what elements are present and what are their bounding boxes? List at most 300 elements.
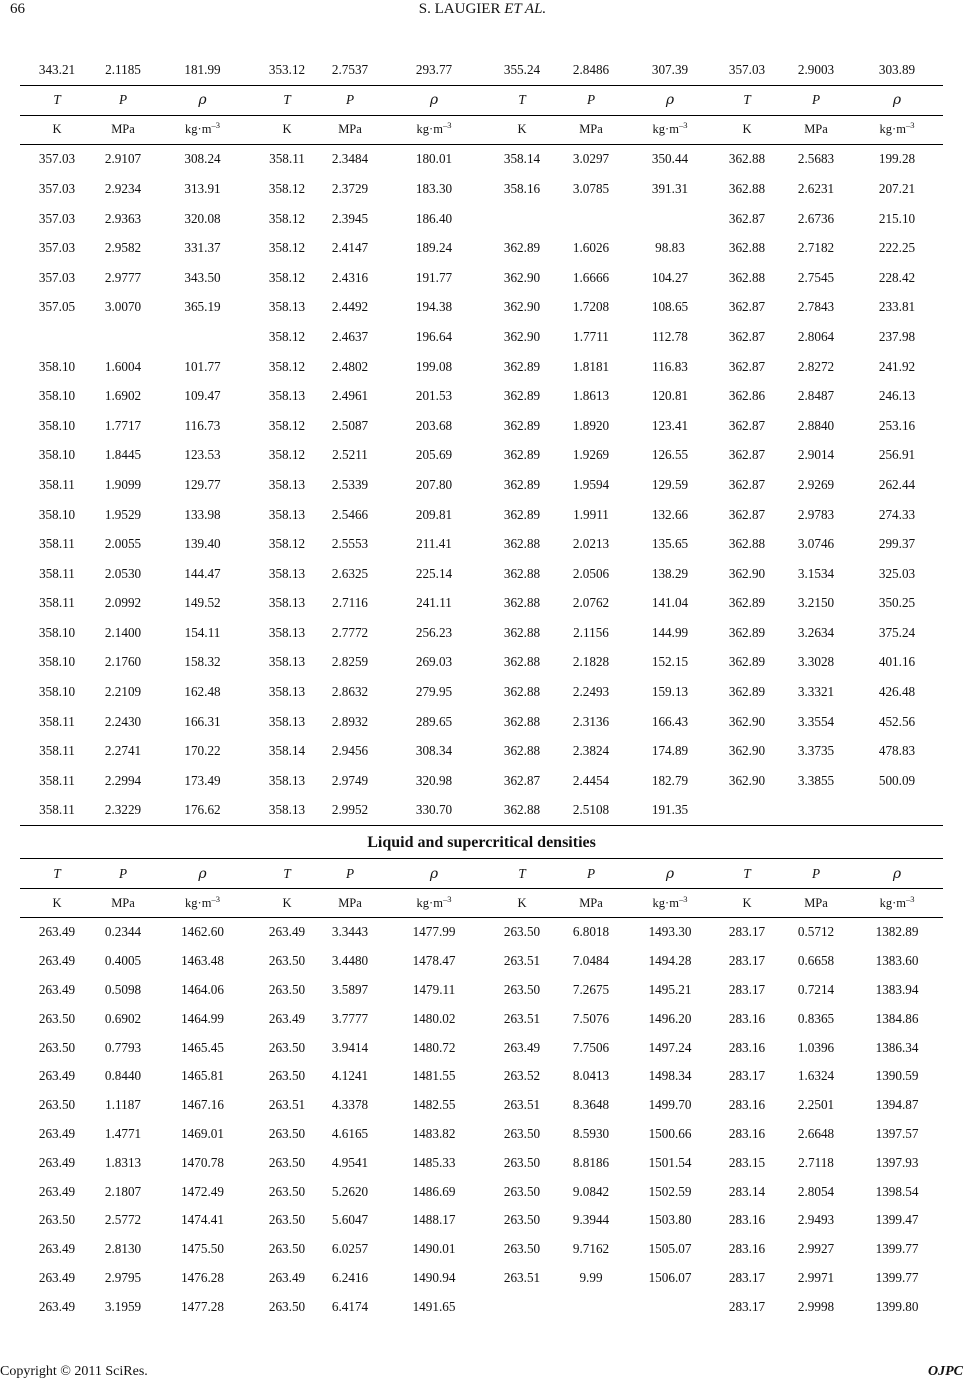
table-cell: 2.5553 <box>331 536 369 552</box>
table-cell: 222.25 <box>878 240 916 256</box>
table-row <box>20 1120 943 1149</box>
table-cell: 362.90 <box>503 328 541 344</box>
table-cell: 2.9014 <box>797 447 835 463</box>
column-header-temperature: T <box>253 85 321 115</box>
table-cell: 2.5108 <box>555 796 627 826</box>
table-cell: 263.51 <box>503 1097 541 1113</box>
table-cell: 263.49 <box>38 924 76 940</box>
table-cell: 2.9952 <box>321 796 379 826</box>
table-cell: 162.48 <box>184 684 221 700</box>
table-cell: 283.16 <box>728 1039 766 1055</box>
table-cell: 1386.34 <box>875 1039 919 1055</box>
table-cell: 2.8259 <box>331 654 369 670</box>
table-cell: 2.8840 <box>797 417 835 433</box>
table-cell: 263.50 <box>38 1212 76 1228</box>
table-cell: 426.48 <box>878 684 916 700</box>
table-cell: 358.13 <box>268 624 306 640</box>
unit-density-exponent: –3 <box>442 893 452 904</box>
unit-density-base: kg·m <box>416 895 443 910</box>
table-cell: 362.89 <box>503 447 541 463</box>
table-cell: 362.89 <box>503 506 541 522</box>
table-cell: 362.88 <box>503 595 541 611</box>
table-cell: 1467.16 <box>181 1097 224 1113</box>
table-cell: 1.9099 <box>104 476 142 492</box>
unit-kelvin: K <box>713 115 781 144</box>
table-cell: 283.16 <box>728 1125 766 1141</box>
table-cell: 2.2109 <box>104 684 142 700</box>
table-cell: 2.8486 <box>572 61 610 77</box>
table-cell: 225.14 <box>415 565 453 581</box>
table-cell: 350.25 <box>878 595 916 611</box>
table-cell: 1465.81 <box>181 1068 224 1084</box>
table-cell: 263.50 <box>503 1183 541 1199</box>
table-cell: 2.4454 <box>572 772 610 788</box>
column-header-density: ρ <box>152 85 253 115</box>
table-cell: 209.81 <box>415 506 453 522</box>
table-cell: 1.7717 <box>104 417 142 433</box>
table-cell: 263.51 <box>503 1010 541 1026</box>
table-cell: 1474.41 <box>181 1212 224 1228</box>
table-cell: 241.92 <box>878 358 916 374</box>
table-cell: 263.49 <box>268 1010 306 1026</box>
unit-megapascal: MPa <box>321 115 379 144</box>
table-cell: 358.13 <box>268 713 306 729</box>
table-cell: 1394.87 <box>875 1097 919 1113</box>
table-cell: 358.11 <box>20 796 94 826</box>
table-cell: 362.89 <box>503 417 541 433</box>
table-cell: 2.9003 <box>797 61 835 77</box>
table-cell: 1464.06 <box>181 981 224 997</box>
table-cell: 1498.34 <box>648 1068 692 1084</box>
table-cell: 5.2620 <box>331 1183 369 1199</box>
table-cell: 362.87 <box>503 772 541 788</box>
table-row <box>20 947 943 976</box>
column-header-pressure: P <box>321 859 379 889</box>
table-cell: 141.04 <box>651 595 689 611</box>
table-cell: 2.0762 <box>572 595 610 611</box>
table-cell: 101.77 <box>184 358 221 374</box>
table-cell: 1472.49 <box>181 1183 224 1199</box>
unit-density-base: kg·m <box>652 895 679 910</box>
table-cell: 362.88 <box>503 743 541 759</box>
table-cell: 3.9414 <box>331 1039 369 1055</box>
column-header-temperature: T <box>489 859 555 889</box>
table-cell: 263.50 <box>268 1212 306 1228</box>
table-cell: 362.89 <box>728 595 766 611</box>
table-cell: 2.9269 <box>797 476 835 492</box>
column-header-density: ρ <box>851 85 943 115</box>
table-cell: 357.03 <box>728 61 766 77</box>
table-cell: 452.56 <box>878 713 916 729</box>
table-cell: 362.88 <box>503 624 541 640</box>
table-cell: 358.10 <box>38 506 76 522</box>
table-cell: 149.52 <box>184 595 221 611</box>
table-cell: 1496.20 <box>648 1010 692 1026</box>
table-row <box>20 1177 943 1206</box>
table-cell: 183.30 <box>415 180 453 196</box>
table-cell: 263.50 <box>268 1068 306 1084</box>
table-cell: 1480.02 <box>412 1010 456 1026</box>
table-cell: 263.50 <box>38 1097 76 1113</box>
table-cell: 3.7777 <box>331 1010 369 1026</box>
table-cell: 256.91 <box>878 447 916 463</box>
table-cell: 283.17 <box>728 1298 766 1314</box>
table-row <box>20 470 943 500</box>
table-cell: 325.03 <box>878 565 916 581</box>
unit-kelvin: K <box>253 115 321 144</box>
table-cell: 358.12 <box>268 269 306 285</box>
table-cell <box>555 204 627 234</box>
column-unit-row <box>20 115 943 144</box>
table-cell: 358.10 <box>38 358 76 374</box>
table-cell: 362.87 <box>728 358 766 374</box>
table-cell: 6.0257 <box>331 1241 369 1257</box>
table-cell <box>627 204 713 234</box>
table-cell: 1.8920 <box>572 417 610 433</box>
table-cell: 263.49 <box>38 1183 76 1199</box>
table-cell: 263.50 <box>268 1183 306 1199</box>
table-cell: 0.5712 <box>797 924 835 940</box>
table-cell: 2.0992 <box>104 595 142 611</box>
table-cell: 1.9529 <box>104 506 142 522</box>
table-row <box>20 233 943 263</box>
unit-density-base: kg·m <box>879 122 906 137</box>
table-cell: 0.2344 <box>104 924 142 940</box>
table-row <box>20 55 943 85</box>
table-cell: 391.31 <box>651 180 689 196</box>
table-row <box>20 441 943 471</box>
table-cell: 283.17 <box>728 981 766 997</box>
table-cell: 180.01 <box>415 151 453 167</box>
vapor-density-table <box>20 55 943 826</box>
table-cell: 1478.47 <box>412 953 456 969</box>
table-cell: 358.13 <box>268 299 306 315</box>
table-row <box>20 529 943 559</box>
table-cell: 262.44 <box>878 476 916 492</box>
table-cell: 2.9777 <box>104 269 142 285</box>
table-cell: 283.17 <box>728 953 766 969</box>
table-cell: 343.50 <box>184 269 221 285</box>
table-cell: 362.86 <box>728 388 766 404</box>
table-cell: 362.88 <box>728 180 766 196</box>
table-cell: 3.0785 <box>572 180 610 196</box>
table-cell: 144.99 <box>651 624 689 640</box>
table-cell: 358.13 <box>268 772 306 788</box>
table-cell: 1398.54 <box>875 1183 919 1199</box>
table-cell: 116.83 <box>652 358 688 374</box>
table-cell: 358.11 <box>39 595 75 611</box>
table-cell: 1382.89 <box>875 924 919 940</box>
page-footer <box>0 1364 965 1384</box>
table-cell: 6.8018 <box>572 924 610 940</box>
table-cell: 138.29 <box>651 565 689 581</box>
table-cell: 357.03 <box>38 180 76 196</box>
table-cell: 358.14 <box>268 743 306 759</box>
table-cell: 358.12 <box>268 210 306 226</box>
table-cell: 1479.11 <box>412 981 456 997</box>
table-cell: 2.4637 <box>331 328 369 344</box>
table-row <box>20 1062 943 1091</box>
table-cell: 3.1534 <box>797 565 835 581</box>
table-cell: 283.16 <box>728 1097 766 1113</box>
table-cell: 263.50 <box>268 1039 306 1055</box>
table-cell: 362.87 <box>728 476 766 492</box>
table-cell: 1.8613 <box>572 388 610 404</box>
table-cell: 196.64 <box>415 328 453 344</box>
table-cell: 1399.77 <box>875 1241 919 1257</box>
table-cell: 1500.66 <box>648 1125 692 1141</box>
table-cell: 108.65 <box>651 299 689 315</box>
table-cell: 2.1400 <box>104 624 142 640</box>
table-row <box>20 796 943 826</box>
column-header-density: ρ <box>379 85 489 115</box>
table-cell <box>152 322 253 352</box>
table-cell: 3.3443 <box>331 924 369 940</box>
table-cell: 2.8272 <box>797 358 835 374</box>
table-cell: 283.16 <box>728 1241 766 1257</box>
table-cell: 1383.94 <box>875 981 919 997</box>
table-cell: 2.2430 <box>104 713 142 729</box>
table-cell: 1505.07 <box>648 1241 692 1257</box>
table-cell: 303.89 <box>878 61 916 77</box>
table-cell: 1.6026 <box>572 240 610 256</box>
table-cell: 203.68 <box>415 417 453 433</box>
table-cell: 1464.99 <box>181 1010 224 1026</box>
table-cell: 2.4961 <box>331 388 369 404</box>
column-header-pressure: P <box>555 859 627 889</box>
table-cell: 358.13 <box>268 565 306 581</box>
running-title <box>0 1 965 18</box>
table-cell: 6.4174 <box>331 1298 369 1314</box>
table-cell: 159.13 <box>651 684 689 700</box>
table-row <box>20 352 943 382</box>
table-cell: 253.16 <box>878 417 916 433</box>
table-cell: 362.87 <box>728 328 766 344</box>
table-cell: 1493.30 <box>648 924 692 940</box>
table-cell: 263.51 <box>503 1269 541 1285</box>
table-cell: 357.03 <box>38 151 76 167</box>
table-cell: 2.5683 <box>797 151 835 167</box>
table-cell: 358.11 <box>39 743 75 759</box>
table-cell: 0.5098 <box>104 981 142 997</box>
table-cell: 358.11 <box>39 536 75 552</box>
table-cell: 3.2634 <box>797 624 835 640</box>
table-cell: 358.13 <box>268 654 306 670</box>
table-caption-row <box>20 828 943 859</box>
table-cell: 2.0055 <box>104 536 142 552</box>
table-cell: 1.9911 <box>573 506 609 522</box>
table-cell: 228.42 <box>878 269 916 285</box>
table-cell: 1488.17 <box>412 1212 456 1228</box>
table-cell: 2.8932 <box>331 713 369 729</box>
table-row <box>20 174 943 204</box>
table-cell: 2.9582 <box>104 240 142 256</box>
table-cell: 283.17 <box>728 924 766 940</box>
table-cell: 1486.69 <box>412 1183 456 1199</box>
table-cell: 0.7214 <box>797 981 835 997</box>
table-cell: 2.9493 <box>797 1212 835 1228</box>
table-cell: 2.2741 <box>104 743 142 759</box>
table-cell: 358.12 <box>268 417 306 433</box>
table-cell: 98.83 <box>655 240 685 256</box>
table-cell: 358.11 <box>269 151 305 167</box>
table-row <box>20 1292 943 1321</box>
table-cell: 362.88 <box>489 796 555 826</box>
column-header-density: ρ <box>851 859 943 889</box>
table-cell <box>20 322 94 352</box>
table-cell: 283.15 <box>728 1154 766 1170</box>
table-cell: 1502.59 <box>648 1183 692 1199</box>
table-cell: 1475.50 <box>181 1241 224 1257</box>
table-caption: Liquid and supercritical densities <box>367 834 596 851</box>
table-cell: 3.5897 <box>331 981 369 997</box>
table-cell: 263.50 <box>503 1125 541 1141</box>
table-cell: 4.3378 <box>331 1097 369 1113</box>
table-cell: 362.88 <box>503 536 541 552</box>
table-cell: 263.50 <box>268 1241 306 1257</box>
table-row <box>20 918 943 947</box>
table-row <box>20 736 943 766</box>
table-cell: 1490.01 <box>412 1241 456 1257</box>
table-cell: 263.49 <box>38 953 76 969</box>
table-cell: 355.24 <box>503 61 541 77</box>
unit-megapascal: MPa <box>94 889 152 918</box>
table-row <box>20 1091 943 1120</box>
table-cell: 2.5772 <box>104 1212 142 1228</box>
table-cell: 135.65 <box>651 536 689 552</box>
table-cell: 1.9594 <box>572 476 610 492</box>
table-cell: 362.89 <box>728 654 766 670</box>
table-cell: 283.16 <box>728 1010 766 1026</box>
column-header-temperature: T <box>20 85 94 115</box>
table-cell: 358.11 <box>39 713 75 729</box>
table-cell: 1481.55 <box>412 1068 456 1084</box>
table-cell: 358.10 <box>38 447 76 463</box>
table-cell: 129.77 <box>184 476 221 492</box>
unit-density-exponent: –3 <box>211 893 220 904</box>
table-cell: 1491.65 <box>412 1298 456 1314</box>
table-cell: 358.11 <box>39 772 75 788</box>
table-cell: 154.11 <box>184 624 221 640</box>
table-cell: 3.4480 <box>331 953 369 969</box>
table-cell: 362.90 <box>728 565 766 581</box>
table-cell: 358.12 <box>268 180 306 196</box>
table-cell: 2.1185 <box>105 61 141 77</box>
table-cell: 2.9795 <box>104 1269 142 1285</box>
page-number: 66 <box>10 1 25 17</box>
table-cell: 237.98 <box>878 328 916 344</box>
table-cell: 2.2493 <box>572 684 610 700</box>
table-cell: 0.4005 <box>104 953 142 969</box>
table-cell: 3.1959 <box>104 1298 142 1314</box>
table-cell: 263.49 <box>268 924 306 940</box>
table-cell: 2.3945 <box>331 210 369 226</box>
table-cell: 358.13 <box>253 796 321 826</box>
unit-density-base: kg·m <box>416 122 443 137</box>
table-row <box>20 1033 943 1062</box>
table-cell: 2.6231 <box>797 180 835 196</box>
table-cell: 1384.86 <box>875 1010 919 1026</box>
table-row <box>20 500 943 530</box>
table-cell: 1399.47 <box>875 1212 919 1228</box>
table-cell: 2.4316 <box>331 269 369 285</box>
table-cell: 283.17 <box>728 1068 766 1084</box>
column-header-temperature: T <box>713 85 781 115</box>
table-row <box>20 559 943 589</box>
table-cell: 2.9363 <box>104 210 142 226</box>
table-cell <box>489 204 555 234</box>
column-header-temperature: T <box>20 859 94 889</box>
table-row <box>20 1004 943 1033</box>
table-cell: 191.35 <box>627 796 713 826</box>
unit-kelvin: K <box>489 115 555 144</box>
table-row <box>20 381 943 411</box>
table-cell: 186.40 <box>415 210 453 226</box>
unit-density-exponent: –3 <box>678 893 688 904</box>
table-cell: 1494.28 <box>648 953 692 969</box>
table-cell: 8.8186 <box>572 1154 610 1170</box>
author-names: S. LAUGIER <box>418 1 501 17</box>
table-cell: 358.11 <box>39 476 75 492</box>
table-cell: 1.6902 <box>104 388 142 404</box>
table-cell: 4.1241 <box>331 1068 369 1084</box>
table-cell: 241.11 <box>416 595 452 611</box>
table-cell: 129.59 <box>651 476 689 492</box>
table-cell: 2.9234 <box>104 180 142 196</box>
table-cell: 358.12 <box>268 358 306 374</box>
table-cell: 233.81 <box>878 299 916 315</box>
table-cell: 2.9971 <box>797 1269 835 1285</box>
liquid-density-table <box>20 828 943 1321</box>
table-cell: 358.12 <box>268 536 306 552</box>
table-row <box>20 144 943 174</box>
table-cell: 1383.60 <box>875 953 919 969</box>
table-cell: 9.0842 <box>572 1183 610 1199</box>
table-cell: 357.03 <box>38 210 76 226</box>
table-cell: 8.5930 <box>572 1125 610 1141</box>
table-cell: 2.8130 <box>104 1241 142 1257</box>
table-cell: 1463.48 <box>181 953 224 969</box>
table-cell: 283.14 <box>728 1183 766 1199</box>
table-cell: 1.7208 <box>572 299 610 315</box>
copyright-notice: Copyright © 2011 SciRes. <box>0 1364 148 1379</box>
unit-density <box>627 115 713 144</box>
table-cell: 299.37 <box>878 536 916 552</box>
table-cell: 126.55 <box>651 447 689 463</box>
unit-megapascal: MPa <box>781 889 851 918</box>
table-cell: 123.53 <box>184 447 221 463</box>
table-cell: 362.89 <box>728 624 766 640</box>
table-row <box>20 766 943 796</box>
table-cell: 158.32 <box>184 654 221 670</box>
table-cell: 2.7118 <box>798 1154 834 1170</box>
unit-density-exponent: –3 <box>442 120 452 131</box>
table-cell: 263.50 <box>38 1010 76 1026</box>
table-cell: 358.10 <box>38 417 76 433</box>
table-row <box>20 589 943 619</box>
journal-abbrev: OJPC <box>928 1364 963 1379</box>
table-cell: 0.6658 <box>797 953 835 969</box>
table-cell: 2.8632 <box>331 684 369 700</box>
table-cell: 1397.93 <box>875 1154 919 1170</box>
table-cell: 362.90 <box>728 772 766 788</box>
column-header-density: ρ <box>627 85 713 115</box>
table-cell: 1497.24 <box>648 1039 692 1055</box>
column-header-pressure: P <box>555 85 627 115</box>
table-cell: 263.51 <box>268 1097 306 1113</box>
table-cell: 362.90 <box>503 299 541 315</box>
table-cell: 375.24 <box>878 624 916 640</box>
